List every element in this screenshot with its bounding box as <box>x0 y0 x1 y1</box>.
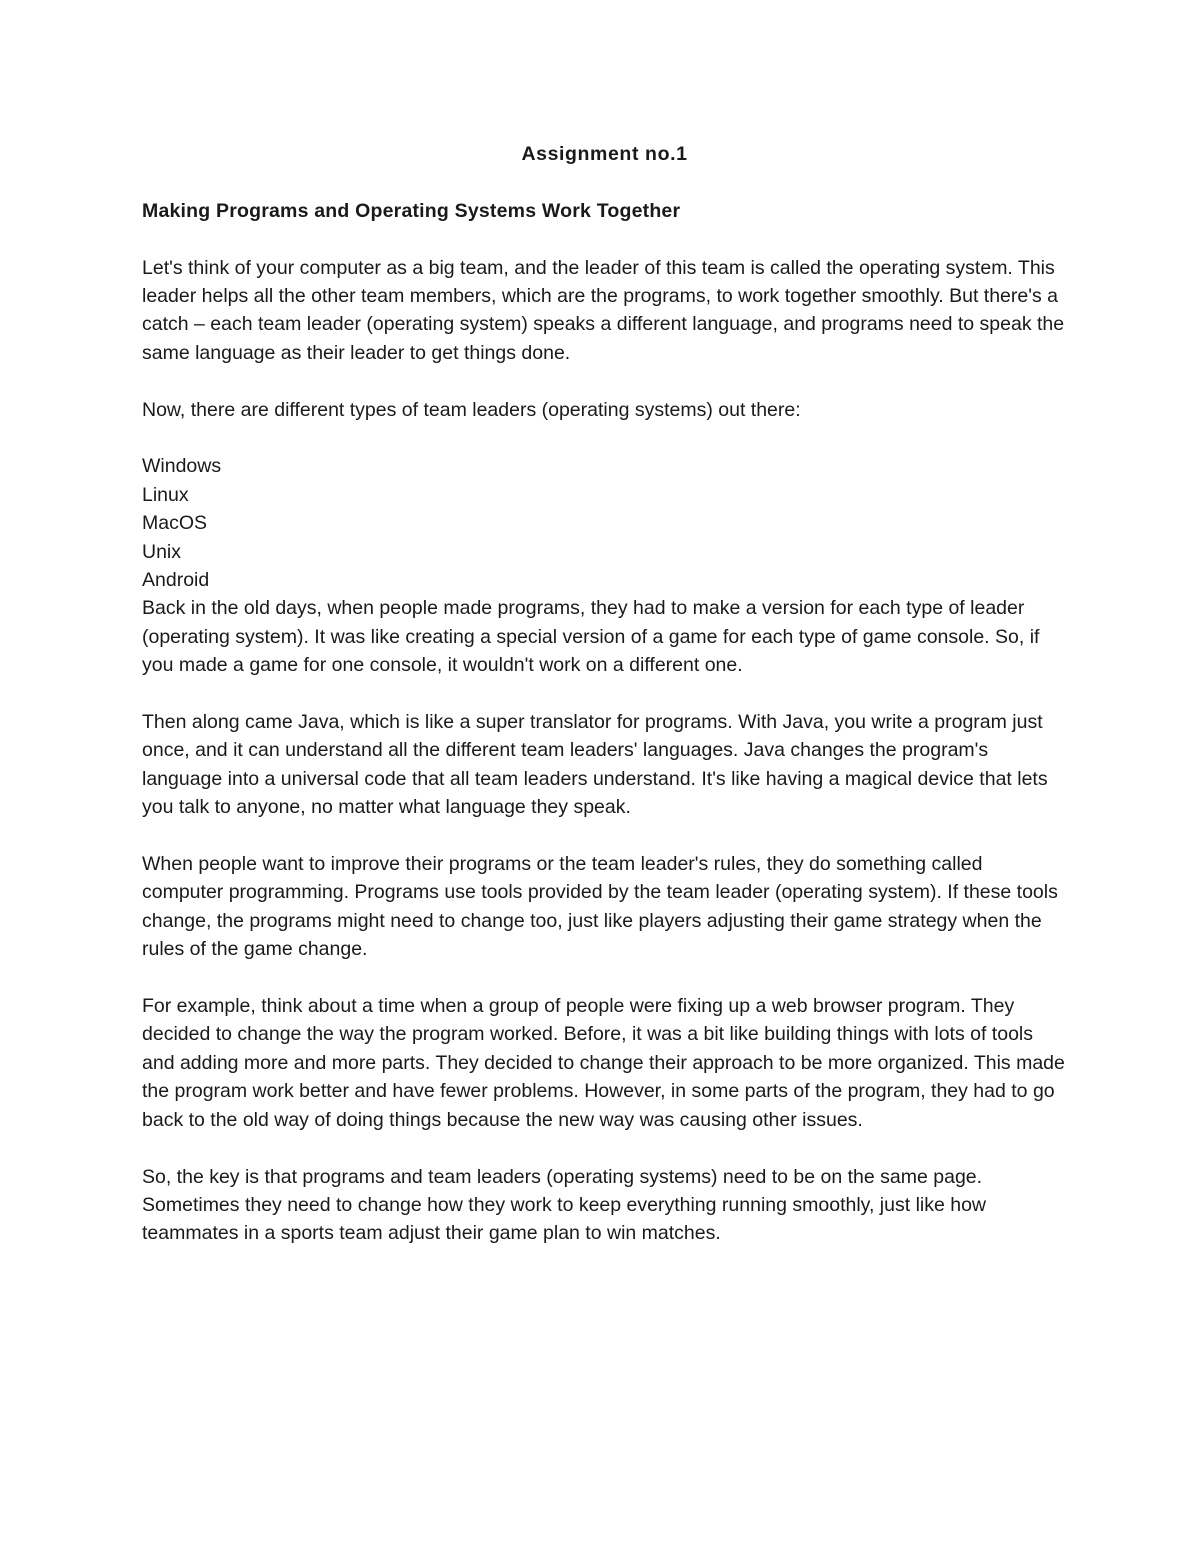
os-list-item-macos: MacOS <box>142 512 208 535</box>
os-list-item-android: Android <box>142 569 210 592</box>
paragraph-os-types: Now, there are different types of team leaders (operating systems) out there: <box>142 398 801 421</box>
paragraph-conclusion: So, the key is that programs and team leaders (operating systems) need to be on the same page. Sometimes they need to change how they work to keep everything running smoothly, just like how teammates in a sports team adjust their game plan to win matches. <box>142 1165 987 1245</box>
paragraph-intro: Let's think of your computer as a big team, and the leader of this team is called the operating system. This leader helps all the other team members, which are the programs, to work together smoothly. But there's a catch – each team leader (operating system) speaks a different language, and programs need to speak the same language as their leader to get things done. <box>142 256 1065 364</box>
document-body <box>142 140 1067 1248</box>
document-title: Assignment no.1 <box>521 143 688 165</box>
paragraph-example: For example, think about a time when a group of people were fixing up a web browser program. They decided to change the way the program worked. Before, it was a bit like building things with lots of tools and adding more and more parts. They decided to change their approach to be more organized. This made the program work better and have fewer problems. However, in some parts of the program, they had to go back to the old way of doing things because the new way was causing other issues. <box>142 995 1065 1131</box>
paragraph-programming: When people want to improve their programs or the team leader's rules, they do something called computer programming. Programs use tools provided by the team leader (operating system). If these tools change, the programs might need to change too, just like players adjusting their game strategy when the rules of the game change. <box>142 853 1058 961</box>
paragraph-java: Then along came Java, which is like a super translator for programs. With Java, you write a program just once, and it can understand all the different team leaders' languages. Java changes the program's language into a universal code that all team leaders understand. It's like having a magical device that lets you talk to anyone, no matter what language they speak. <box>142 711 1048 819</box>
paragraph-old-days: Back in the old days, when people made programs, they had to make a version for each type of leader (operating system). It was like creating a special version of a game for each type of game console. So, if you made a game for one console, it wouldn't work on a different one. <box>142 597 1040 677</box>
os-list-item-unix: Unix <box>142 540 182 563</box>
os-list-item-linux: Linux <box>142 483 189 506</box>
section-heading: Making Programs and Operating Systems Work Together <box>142 199 681 222</box>
os-list <box>142 452 1067 594</box>
os-list-item-windows: Windows <box>142 455 222 478</box>
